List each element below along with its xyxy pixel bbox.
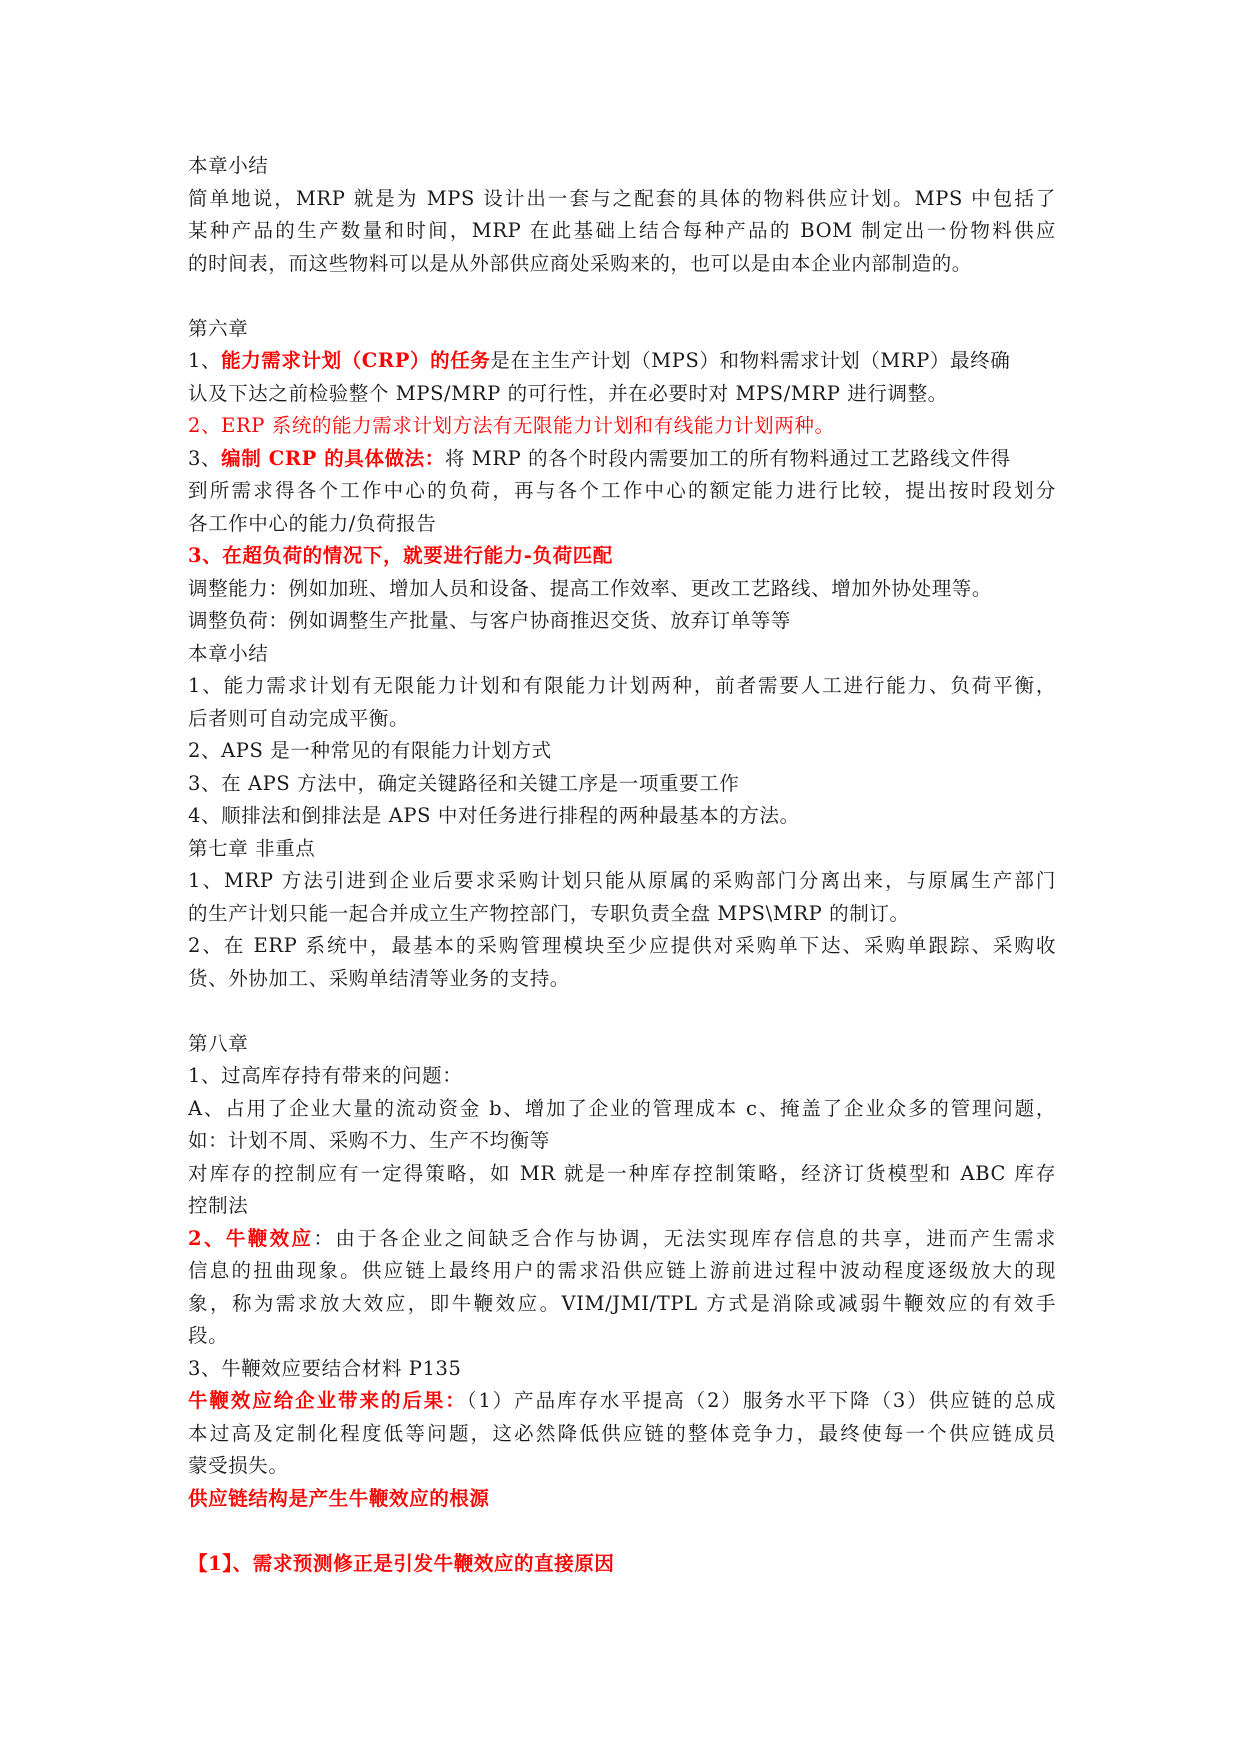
paragraph-line: 1、MRP 方法引进到企业后要求采购计划只能从原属的采购部门分离出来，与原属生产部门 [188, 869, 1056, 892]
section-heading: 本章小结 [188, 641, 269, 665]
item-number: 3、 [188, 544, 223, 567]
paragraph-line: 的时间表，而这些物料可以是从外部供应商处采购来的，也可以是由本企业内部制造的。 [188, 251, 972, 275]
item-text: 将 MRP 的各个时段内需要加工的所有物料通过工艺路线文件得 [444, 446, 1011, 470]
highlight-line: 2、ERP 系统的能力需求计划方法有无限能力计划和有线能力计划两种。 [188, 414, 835, 437]
list-item [188, 540, 1056, 573]
paragraph-line: 本过高及定制化程度低等问题，这必然降低供应链的整体竞争力，最终使每一个供应链成员 [188, 1421, 1056, 1445]
paragraph-line: 调整能力：例如加班、增加人员和设备、提高工作效率、更改工艺路线、增加外协处理等。 [188, 576, 993, 600]
chapter-heading: 第八章 [188, 1031, 249, 1055]
item-number: 1、 [188, 349, 222, 372]
paragraph-line: 蒙受损失。 [188, 1454, 289, 1477]
highlight-line: 供应链结构是产生牛鞭效应的根源 [188, 1486, 490, 1510]
item-text: 是在主生产计划（MPS）和物料需求计划（MRP）最终确 [490, 349, 1011, 372]
item-number: 3、 [188, 446, 222, 470]
paragraph-line: 货、外协加工、采购单结清等业务的支持。 [188, 966, 570, 990]
paragraph-line: A、占用了企业大量的流动资金 b、增加了企业的管理成本 c、掩盖了企业众多的管理问题， [188, 1096, 1056, 1120]
section-heading: 本章小结 [188, 154, 269, 177]
paragraph-line: 1、能力需求计划有无限能力计划和有限能力计划两种，前者需要人工进行能力、负荷平衡， [188, 674, 1056, 697]
paragraph-line: 的生产计划只能一起合并成立生产物控部门，专职负责全盘 MPS\MRP 的制订。 [188, 901, 910, 925]
list-item [188, 1223, 1056, 1256]
list-item: 3、牛鞭效应要结合材料 P135 [188, 1356, 462, 1380]
paragraph-line: 到所需求得各个工作中心的负荷，再与各个工作中心的额定能力进行比较，提出按时段划分 [188, 479, 1056, 502]
highlight-text: 能力需求计划（CRP）的任务 [221, 349, 491, 372]
paragraph-line: 对库存的控制应有一定得策略，如 MR 就是一种库存控制策略，经济订货模型和 ABC 库存 [188, 1161, 1056, 1185]
paragraph-line: 某种产品的生产数量和时间，MRP 在此基础上结合每种产品的 BOM 制定出一份物料供应 [188, 219, 1056, 242]
highlight-text: 牛鞭效应 [225, 1226, 314, 1250]
paragraph-line: 段。 [188, 1324, 229, 1347]
document-page [188, 150, 1056, 1580]
paragraph-line: 后者则可自动完成平衡。 [188, 706, 410, 730]
paragraph-line: 调整负荷：例如调整生产批量、与客户协商推迟交货、放弃订单等等 [188, 609, 792, 632]
item-text: ：由于各企业之间缺乏合作与协调，无法实现库存信息的共享，进而产生需求 [313, 1226, 1056, 1250]
list-item [188, 443, 1056, 476]
paragraph-line: 控制法 [188, 1194, 249, 1217]
paragraph-line: 简单地说，MRP 就是为 MPS 设计出一套与之配套的具体的物料供应计划。MPS 中包括了 [188, 186, 1056, 210]
chapter-heading: 第七章 非重点 [188, 836, 316, 860]
paragraph-line: 信息的扭曲现象。供应链上最终用户的需求沿供应链上游前进过程中波动程度逐级放大的现 [188, 1259, 1056, 1282]
highlight-text: 在超负荷的情况下，就要进行能力-负荷匹配 [222, 544, 613, 567]
paragraph-line: 认及下达之前检验整个 MPS/MRP 的可行性，并在必要时对 MPS/MRP 进行调整。 [188, 381, 948, 405]
item-text: （1）产品库存水平提高（2）服务水平下降（3）供应链的总成 [466, 1389, 1056, 1412]
list-item [188, 1385, 1056, 1418]
list-item: 2、APS 是一种常见的有限能力计划方式 [188, 739, 552, 762]
highlight-text: 牛鞭效应给企业带来的后果： [188, 1389, 467, 1412]
paragraph-line: 象，称为需求放大效应，即牛鞭效应。VIM/JMI/TPL 方式是消除或减弱牛鞭效应的有效手 [188, 1291, 1056, 1315]
paragraph-line: 2、在 ERP 系统中，最基本的采购管理模块至少应提供对采购单下达、采购单跟踪、采购收 [188, 934, 1056, 957]
paragraph-line: 如：计划不周、采购不力、生产不均衡等 [188, 1129, 550, 1152]
highlight-text: 编制 CRP 的具体做法： [221, 446, 445, 470]
list-item: 1、过高库存持有带来的问题： [188, 1064, 463, 1087]
highlight-line: 【1】、需求预测修正是引发牛鞭效应的直接原因 [188, 1551, 615, 1575]
list-item: 4、顺排法和倒排法是 APS 中对任务进行排程的两种最基本的方法。 [188, 804, 800, 827]
list-item: 3、在 APS 方法中，确定关键路径和关键工序是一项重要工作 [188, 771, 740, 795]
chapter-heading: 第六章 [188, 316, 249, 340]
item-number: 2、 [188, 1226, 226, 1250]
paragraph-line: 各工作中心的能力/负荷报告 [188, 511, 437, 535]
list-item [188, 345, 1056, 378]
